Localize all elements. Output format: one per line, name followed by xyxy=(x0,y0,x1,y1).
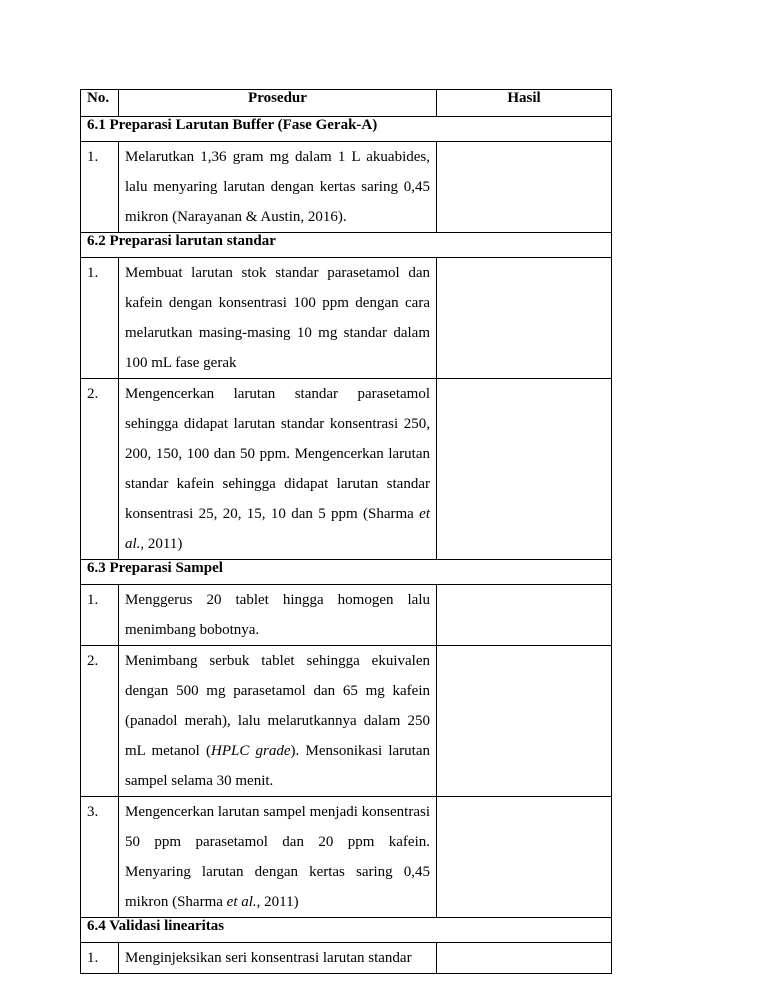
table-header-row xyxy=(81,90,612,117)
step-text-tail: ). Mensonikasi larutan sampel selama 30 menit. xyxy=(125,743,431,789)
table-row xyxy=(81,797,612,918)
step-text-tail: , 2011) xyxy=(256,894,299,910)
section-row xyxy=(81,560,612,585)
section-title: 6.3 Preparasi Sampel xyxy=(81,560,612,585)
step-text-main: Mengencerkan larutan standar parasetamol sehingga didapat larutan standar konsentrasi 250, 200, 150, 100 dan 50 ppm. Mengencerkan larutan standar kafein sehingga didapat larutan standar konsentrasi 25, 20, 15, 10 dan 5 ppm (Sharma xyxy=(125,386,430,522)
step-number: 3. xyxy=(81,797,119,918)
step-text: Menginjeksikan seri konsentrasi larutan standar xyxy=(119,943,437,974)
procedure-table xyxy=(80,89,612,974)
step-result xyxy=(437,258,612,379)
table-row xyxy=(81,142,612,233)
table-row xyxy=(81,258,612,379)
section-title: 6.4 Validasi linearitas xyxy=(81,918,612,943)
step-number: 2. xyxy=(81,379,119,560)
step-text-italic: et al. xyxy=(125,506,430,552)
step-text-tail: , 2011) xyxy=(140,536,183,552)
table-row xyxy=(81,379,612,560)
step-number: 2. xyxy=(81,646,119,797)
step-text xyxy=(119,379,437,560)
header-procedure: Prosedur xyxy=(119,90,437,117)
step-result xyxy=(437,646,612,797)
step-result xyxy=(437,797,612,918)
step-text: Melarutkan 1,36 gram mg dalam 1 L akuabides, lalu menyaring larutan dengan kertas saring 0,45 mikron (Narayanan & Austin, 2016). xyxy=(119,142,437,233)
step-result xyxy=(437,142,612,233)
table-row xyxy=(81,585,612,646)
step-text-italic: et al. xyxy=(226,894,257,910)
step-number: 1. xyxy=(81,258,119,379)
section-title: 6.2 Preparasi larutan standar xyxy=(81,233,612,258)
section-row xyxy=(81,117,612,142)
step-number: 1. xyxy=(81,585,119,646)
step-text: Membuat larutan stok standar parasetamol dan kafein dengan konsentrasi 100 ppm dengan cara melarutkan masing-masing 10 mg standar dalam 100 mL fase gerak xyxy=(119,258,437,379)
step-result xyxy=(437,943,612,974)
header-result: Hasil xyxy=(437,90,612,117)
table-row xyxy=(81,943,612,974)
section-row xyxy=(81,918,612,943)
section-title: 6.1 Preparasi Larutan Buffer (Fase Gerak-A) xyxy=(81,117,612,142)
table-row xyxy=(81,646,612,797)
step-text xyxy=(119,646,437,797)
step-number: 1. xyxy=(81,943,119,974)
step-result xyxy=(437,379,612,560)
step-text: Menggerus 20 tablet hingga homogen lalu menimbang bobotnya. xyxy=(119,585,437,646)
header-no: No. xyxy=(81,90,119,117)
step-text-italic: HPLC grade xyxy=(211,743,291,759)
step-number: 1. xyxy=(81,142,119,233)
step-text-main: Mengencerkan larutan sampel menjadi konsentrasi 50 ppm parasetamol dan 20 ppm kafein. Menyaring larutan dengan kertas saring 0,45 mikron (Sharma xyxy=(125,804,430,910)
section-row xyxy=(81,233,612,258)
step-text-main: Menimbang serbuk tablet sehingga ekuivalen dengan 500 mg parasetamol dan 65 mg kafein (panadol merah), lalu melarutkannya dalam 250 mL metanol ( xyxy=(125,653,430,759)
step-result xyxy=(437,585,612,646)
step-text xyxy=(119,797,437,918)
